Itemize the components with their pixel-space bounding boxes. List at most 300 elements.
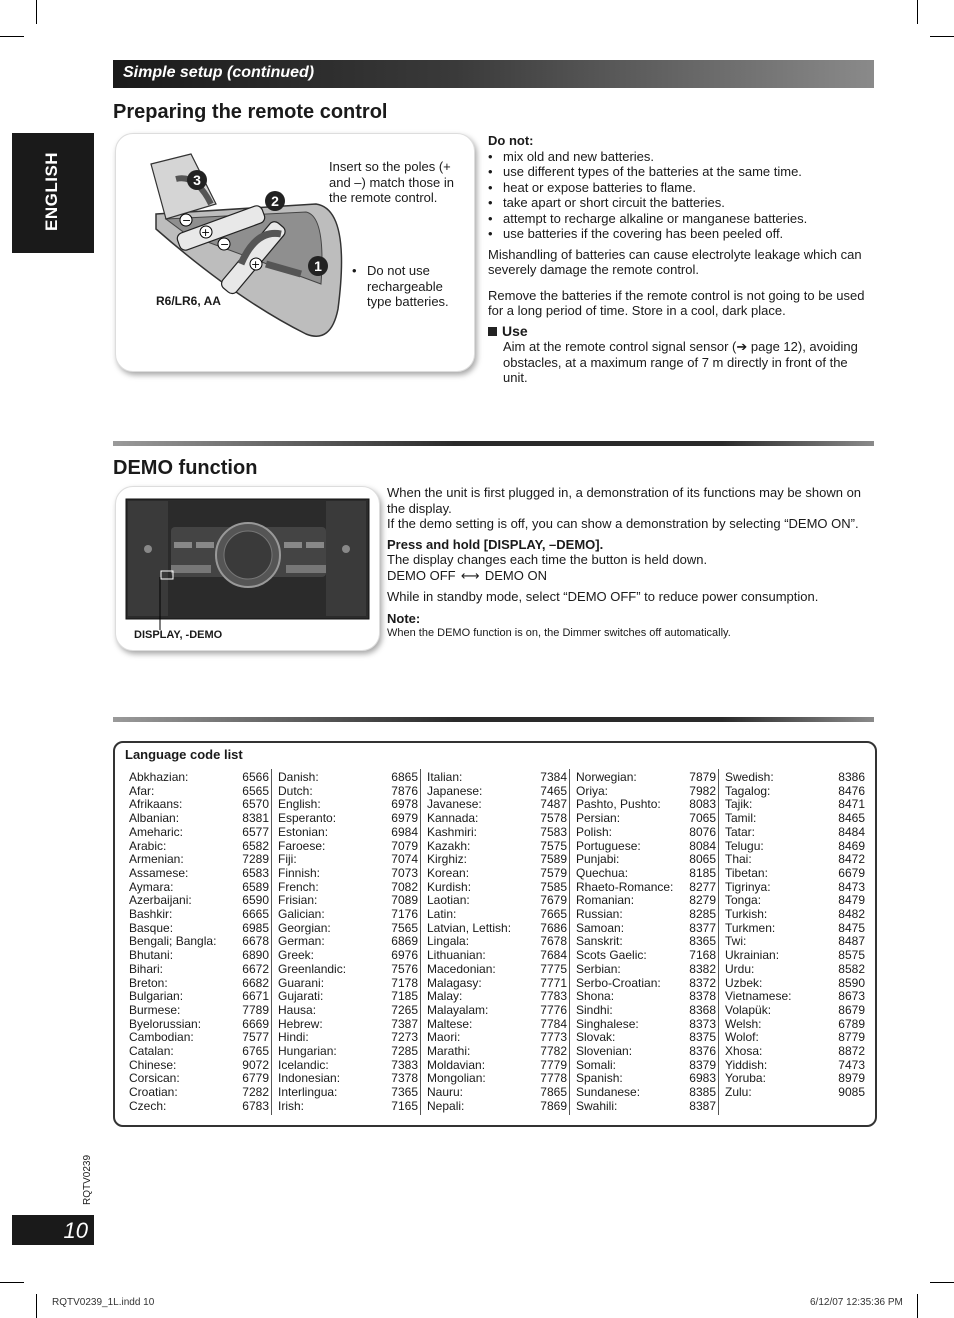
language-name: Azerbaijani: <box>129 893 192 908</box>
language-name: Kirghiz: <box>427 852 468 867</box>
language-code-row <box>427 1086 567 1100</box>
language-code-row <box>725 977 865 991</box>
language-code: 8872 <box>838 1044 865 1059</box>
language-name: Singhalese: <box>576 1016 639 1031</box>
section-divider <box>113 441 874 446</box>
language-code: 7776 <box>540 1002 567 1017</box>
language-name: Vietnamese: <box>725 989 792 1004</box>
language-code: 6890 <box>242 948 269 963</box>
display-demo-button-label: DISPLAY, -DEMO <box>134 629 223 641</box>
language-code: 6983 <box>689 1071 716 1086</box>
language-name: Wolof: <box>725 1030 759 1045</box>
language-name: Uzbek: <box>725 975 763 990</box>
language-name: Interlingua: <box>278 1085 338 1100</box>
language-code-row <box>576 771 716 785</box>
demo-section-title: DEMO function <box>113 457 258 479</box>
demo-illustration-card <box>115 486 380 651</box>
language-name: Faroese: <box>278 838 326 853</box>
language-code-row <box>278 894 418 908</box>
language-code-row <box>576 949 716 963</box>
remote-illustration-card <box>115 133 475 372</box>
language-name: Spanish: <box>576 1071 623 1086</box>
language-name: Pashto, Pushto: <box>576 797 661 812</box>
language-name: Latin: <box>427 907 457 922</box>
language-name: Maltese: <box>427 1016 473 1031</box>
language-code-row <box>427 922 567 936</box>
language-code-row <box>576 812 716 826</box>
demo-text-block <box>387 485 865 640</box>
language-code: 6589 <box>242 879 269 894</box>
language-code-row <box>725 963 865 977</box>
language-code-row <box>725 1086 865 1100</box>
language-column <box>427 771 567 1114</box>
language-name: Croatian: <box>129 1085 178 1100</box>
language-name: Breton: <box>129 975 168 990</box>
language-code-row <box>278 785 418 799</box>
language-name: Sanskrit: <box>576 934 623 949</box>
language-name: Bengali; Bangla: <box>129 934 217 949</box>
language-code: 8381 <box>242 811 269 826</box>
language-name: Polish: <box>576 824 613 839</box>
language-name: Samoan: <box>576 920 625 935</box>
language-name: Irish: <box>278 1098 305 1113</box>
language-code: 7665 <box>540 907 567 922</box>
language-code-row <box>129 785 269 799</box>
language-name: Marathi: <box>427 1044 471 1059</box>
language-code-row <box>576 853 716 867</box>
language-code: 6678 <box>242 934 269 949</box>
column-separator <box>271 769 272 1115</box>
language-column <box>278 771 418 1114</box>
language-name: Maori: <box>427 1030 461 1045</box>
language-name: Norwegian: <box>576 770 637 784</box>
language-name: Tonga: <box>725 893 762 908</box>
language-name: Twi: <box>725 934 747 949</box>
language-code: 8376 <box>689 1044 716 1059</box>
language-code: 7771 <box>540 975 567 990</box>
language-code-row <box>278 798 418 812</box>
language-code-row <box>427 1018 567 1032</box>
language-name: Macedonian: <box>427 961 496 976</box>
language-name: Ukrainian: <box>725 948 780 963</box>
language-column <box>129 771 269 1114</box>
language-code: 7185 <box>391 989 418 1004</box>
language-code-row <box>129 1072 269 1086</box>
language-code-row <box>129 798 269 812</box>
language-code-row <box>278 922 418 936</box>
language-name: Nauru: <box>427 1085 464 1100</box>
language-code: 8365 <box>689 934 716 949</box>
language-name: Finnish: <box>278 865 321 880</box>
language-name: Nepali: <box>427 1098 465 1113</box>
language-code: 7473 <box>838 1057 865 1072</box>
language-code-row <box>725 990 865 1004</box>
language-name: Malayalam: <box>427 1002 489 1017</box>
language-code-row <box>576 881 716 895</box>
unit-front-panel-illustration <box>116 487 379 650</box>
language-code-row <box>278 963 418 977</box>
language-code-row <box>278 977 418 991</box>
language-code-row <box>576 963 716 977</box>
note-text: When the DEMO function is on, the Dimmer switches off automatically. <box>387 627 731 639</box>
language-name: Bulgarian: <box>129 989 184 1004</box>
language-code: 8382 <box>689 961 716 976</box>
language-code-row <box>278 990 418 1004</box>
language-code-row <box>725 1031 865 1045</box>
display-changes-text: The display changes each time the button is held down. <box>387 552 708 567</box>
language-code-row <box>129 935 269 949</box>
language-code: 7589 <box>540 852 567 867</box>
language-code: 8979 <box>838 1071 865 1086</box>
language-code-row <box>725 1045 865 1059</box>
language-name: Malay: <box>427 989 463 1004</box>
language-code-row <box>576 922 716 936</box>
language-code-row <box>427 935 567 949</box>
language-name: Hebrew: <box>278 1016 323 1031</box>
language-code-row <box>576 977 716 991</box>
demo-toggle-line <box>387 568 865 585</box>
language-code-row <box>725 853 865 867</box>
demo-intro-1: When the unit is first plugged in, a demonstration of its functions may be shown on the display. <box>387 485 862 516</box>
language-code: 6779 <box>242 1071 269 1086</box>
language-name: Armenian: <box>129 852 184 867</box>
do-not-item: • mix old and new batteries. <box>488 149 873 165</box>
language-code: 8185 <box>689 865 716 880</box>
language-code-row <box>725 798 865 812</box>
language-code: 6978 <box>391 797 418 812</box>
language-code-row <box>427 1031 567 1045</box>
language-name: Hungarian: <box>278 1044 337 1059</box>
language-code-row <box>427 1100 567 1114</box>
language-code-row <box>576 1072 716 1086</box>
language-code-row <box>278 908 418 922</box>
language-code: 8590 <box>838 975 865 990</box>
step-3-marker: 3 <box>187 170 207 190</box>
language-code: 6984 <box>391 824 418 839</box>
language-name: Portuguese: <box>576 838 641 853</box>
language-code: 8372 <box>689 975 716 990</box>
language-code: 6590 <box>242 893 269 908</box>
language-name: Telugu: <box>725 838 764 853</box>
language-name: Thai: <box>725 852 752 867</box>
language-code: 6566 <box>242 770 269 784</box>
do-not-item: • heat or expose batteries to flame. <box>488 180 873 196</box>
section-divider <box>113 717 874 722</box>
language-code: 8482 <box>838 907 865 922</box>
language-code-row <box>129 908 269 922</box>
language-code-row <box>427 840 567 854</box>
insert-note: Insert so the poles (+ and –) match those in the remote control. <box>329 159 455 205</box>
language-name: Xhosa: <box>725 1044 763 1059</box>
language-code: 8387 <box>689 1098 716 1113</box>
step-1-marker: 1 <box>308 256 328 276</box>
language-code-row <box>278 812 418 826</box>
language-code: 6765 <box>242 1044 269 1059</box>
language-name: Afrikaans: <box>129 797 183 812</box>
language-code-row <box>576 1045 716 1059</box>
language-code-row <box>427 853 567 867</box>
language-code-row <box>278 867 418 881</box>
language-name: Serbo-Croatian: <box>576 975 661 990</box>
language-name: Tatar: <box>725 824 756 839</box>
language-code: 8368 <box>689 1002 716 1017</box>
language-code: 7679 <box>540 893 567 908</box>
language-code: 7378 <box>391 1071 418 1086</box>
language-code: 6669 <box>242 1016 269 1031</box>
language-code-row <box>427 1004 567 1018</box>
language-code: 8377 <box>689 920 716 935</box>
language-name: Byelorussian: <box>129 1016 202 1031</box>
language-code: 7579 <box>540 865 567 880</box>
language-name: Greenlandic: <box>278 961 347 976</box>
language-name: Japanese: <box>427 783 483 798</box>
language-code: 7265 <box>391 1002 418 1017</box>
demo-intro-2: If the demo setting is off, you can show a demonstration by selecting “DEMO ON”. <box>387 516 859 531</box>
language-name: Sindhi: <box>576 1002 613 1017</box>
language-code-row <box>725 1059 865 1073</box>
language-name: Galician: <box>278 907 325 922</box>
language-code: 7686 <box>540 920 567 935</box>
language-code-row <box>725 785 865 799</box>
language-code: 7982 <box>689 783 716 798</box>
language-name: Albanian: <box>129 811 180 826</box>
language-name: Estonian: <box>278 824 329 839</box>
language-code-title: Language code list <box>125 747 243 762</box>
language-code-row <box>278 1004 418 1018</box>
language-name: Korean: <box>427 865 470 880</box>
language-name: Kurdish: <box>427 879 472 894</box>
language-name: Abkhazian: <box>129 770 189 784</box>
do-not-item: • use batteries if the covering has been peeled off. <box>488 226 873 242</box>
language-tab <box>12 133 94 253</box>
language-name: Georgian: <box>278 920 331 935</box>
language-name: Oriya: <box>576 783 609 798</box>
language-code-row <box>576 826 716 840</box>
language-code: 8673 <box>838 989 865 1004</box>
language-name: Swedish: <box>725 770 774 784</box>
language-name: Guarani: <box>278 975 325 990</box>
language-code-row <box>725 812 865 826</box>
language-name: Fiji: <box>278 852 297 867</box>
language-code: 7578 <box>540 811 567 826</box>
language-name: Javanese: <box>427 797 482 812</box>
language-code: 8084 <box>689 838 716 853</box>
language-name: Persian: <box>576 811 621 826</box>
language-code: 7775 <box>540 961 567 976</box>
do-not-item: • take apart or short circuit the batteries. <box>488 195 873 211</box>
language-code: 8076 <box>689 824 716 839</box>
language-name: Arabic: <box>129 838 167 853</box>
language-name: Shona: <box>576 989 615 1004</box>
language-name: Corsican: <box>129 1071 180 1086</box>
footer-file: RQTV0239_1L.indd 10 <box>52 1297 155 1308</box>
language-name: Tagalog: <box>725 783 771 798</box>
language-code: 7778 <box>540 1071 567 1086</box>
language-code-row <box>278 826 418 840</box>
language-name: Slovak: <box>576 1030 616 1045</box>
language-code: 6583 <box>242 865 269 880</box>
language-code-row <box>576 1100 716 1114</box>
language-code: 8385 <box>689 1085 716 1100</box>
language-code: 8378 <box>689 989 716 1004</box>
language-code: 7465 <box>540 783 567 798</box>
language-code: 7784 <box>540 1016 567 1031</box>
language-code-row <box>427 785 567 799</box>
language-code: 7575 <box>540 838 567 853</box>
column-separator <box>718 769 719 1115</box>
language-name: Turkmen: <box>725 920 776 935</box>
language-code-row <box>129 881 269 895</box>
language-code-row <box>427 881 567 895</box>
language-name: Hindi: <box>278 1030 309 1045</box>
use-text: Aim at the remote control signal sensor (➔ page 12), avoiding obstacles, at a maximum range of 7 m directly in front of the unit. <box>503 339 858 385</box>
language-code-row <box>427 826 567 840</box>
language-code: 8679 <box>838 1002 865 1017</box>
language-code-row <box>278 881 418 895</box>
language-name: Dutch: <box>278 783 313 798</box>
language-code-row <box>278 1059 418 1073</box>
language-name: Czech: <box>129 1098 167 1113</box>
language-code: 7082 <box>391 879 418 894</box>
footer-timestamp: 6/12/07 12:35:36 PM <box>810 1297 903 1308</box>
rechargeable-note-text: • Do not use rechargeable type batteries. <box>352 263 464 310</box>
language-code: 6672 <box>242 961 269 976</box>
language-code: 6570 <box>242 797 269 812</box>
section-header-label: Simple setup (continued) <box>123 64 315 81</box>
language-code: 7684 <box>540 948 567 963</box>
language-name: Yoruba: <box>725 1071 766 1086</box>
language-name: Kazakh: <box>427 838 471 853</box>
remote-text-block <box>488 133 873 386</box>
language-code: 8373 <box>689 1016 716 1031</box>
language-code: 7079 <box>391 838 418 853</box>
language-code-row <box>278 853 418 867</box>
language-code-row <box>725 922 865 936</box>
language-code-row <box>427 867 567 881</box>
language-column <box>725 771 865 1100</box>
language-name: Indonesian: <box>278 1071 341 1086</box>
language-code: 8465 <box>838 811 865 826</box>
language-name: Turkish: <box>725 907 768 922</box>
language-code: 7583 <box>540 824 567 839</box>
language-code: 8472 <box>838 852 865 867</box>
language-code-row <box>427 812 567 826</box>
language-code-row <box>725 935 865 949</box>
language-code-row <box>427 963 567 977</box>
language-code-row <box>278 1072 418 1086</box>
language-code-row <box>576 840 716 854</box>
language-code: 7387 <box>391 1016 418 1031</box>
language-name: Latvian, Lettish: <box>427 920 512 935</box>
language-code-row <box>576 1031 716 1045</box>
language-code-row <box>129 894 269 908</box>
language-code: 9085 <box>838 1085 865 1100</box>
language-code-row <box>576 785 716 799</box>
language-name: Bihari: <box>129 961 164 976</box>
language-code: 8476 <box>838 783 865 798</box>
use-heading <box>488 324 873 340</box>
section-header-bar <box>113 60 874 88</box>
language-code: 7865 <box>540 1085 567 1100</box>
language-code-row <box>725 949 865 963</box>
language-name: Rhaeto-Romance: <box>576 879 674 894</box>
language-name: German: <box>278 934 325 949</box>
language-name: Volapük: <box>725 1002 772 1017</box>
language-code-row <box>278 1031 418 1045</box>
language-column <box>576 771 716 1114</box>
language-code-row <box>278 949 418 963</box>
language-code: 6979 <box>391 811 418 826</box>
language-name: Urdu: <box>725 961 755 976</box>
language-name: Tajik: <box>725 797 753 812</box>
do-not-heading: Do not: <box>488 133 534 148</box>
language-code: 7289 <box>242 852 269 867</box>
column-separator <box>569 769 570 1115</box>
language-name: Scots Gaelic: <box>576 948 647 963</box>
language-code-row <box>129 1018 269 1032</box>
battery-type-label: R6/LR6, AA <box>156 294 221 308</box>
language-code: 8375 <box>689 1030 716 1045</box>
language-code-row <box>427 798 567 812</box>
language-code: 8484 <box>838 824 865 839</box>
language-code: 7384 <box>540 770 567 784</box>
language-code-row <box>129 826 269 840</box>
press-hold-instruction: Press and hold [DISPLAY, –DEMO]. <box>387 536 604 552</box>
standby-text: While in standby mode, select “DEMO OFF” to reduce power consumption. <box>387 589 819 604</box>
language-code-row <box>129 1059 269 1073</box>
language-name: Greek: <box>278 948 315 963</box>
language-code-row <box>278 1100 418 1114</box>
language-code-box <box>113 741 877 1127</box>
language-code-row <box>129 977 269 991</box>
language-code: 8277 <box>689 879 716 894</box>
language-code-row <box>278 935 418 949</box>
language-code-row <box>427 1045 567 1059</box>
column-separator <box>420 769 421 1115</box>
language-name: Kashmiri: <box>427 824 478 839</box>
language-code: 6789 <box>838 1016 865 1031</box>
language-code: 7285 <box>391 1044 418 1059</box>
language-name: Swahili: <box>576 1098 618 1113</box>
language-code: 7576 <box>391 961 418 976</box>
language-code-row <box>725 1072 865 1086</box>
do-not-item: • use different types of the batteries at the same time. <box>488 164 873 180</box>
language-name: Catalan: <box>129 1044 174 1059</box>
language-code: 7779 <box>540 1057 567 1072</box>
language-name: Chinese: <box>129 1057 177 1072</box>
language-code: 7383 <box>391 1057 418 1072</box>
doc-code-vertical: RQTV0239 <box>82 1154 93 1205</box>
language-code-row <box>129 853 269 867</box>
language-code-row <box>129 1031 269 1045</box>
language-name: Slovenian: <box>576 1044 633 1059</box>
language-code: 7879 <box>689 770 716 784</box>
language-code: 8779 <box>838 1030 865 1045</box>
language-code-row <box>725 840 865 854</box>
language-code: 8473 <box>838 879 865 894</box>
step-2-marker: 2 <box>265 191 285 211</box>
language-code: 6665 <box>242 907 269 922</box>
rechargeable-note <box>352 263 464 310</box>
language-code: 7869 <box>540 1098 567 1113</box>
language-name: Yiddish: <box>725 1057 768 1072</box>
language-code-row <box>576 1004 716 1018</box>
language-name: Burmese: <box>129 1002 181 1017</box>
language-code: 7783 <box>540 989 567 1004</box>
language-code: 6577 <box>242 824 269 839</box>
language-code: 7487 <box>540 797 567 812</box>
language-code-row <box>427 949 567 963</box>
